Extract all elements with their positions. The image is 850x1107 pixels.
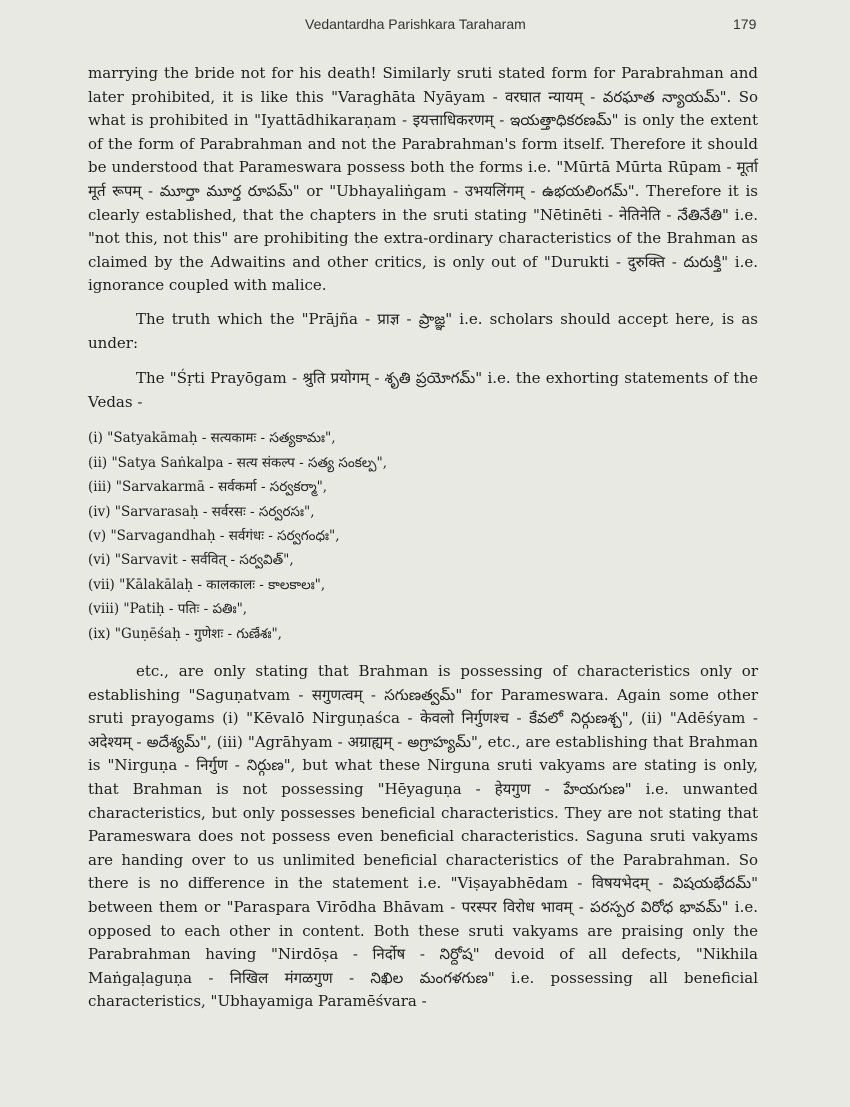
page-number: 179 bbox=[733, 16, 757, 32]
list-item: (i) "Satyakāmaḥ - सत्यकामः - సత్యకామః", bbox=[88, 430, 336, 447]
list-item: (ii) "Satya Saṅkalpa - सत्य संकल्प - సత్య సంకల్ప", bbox=[88, 454, 388, 471]
paragraph-3: The "Śṛti Prayōgam - श्रुति प्रयोगम् - శృతి ప్రయోగమ్" i.e. the exhorting statements of the Vedas - bbox=[88, 369, 758, 411]
paragraph-1: marrying the bride not for his death! Similarly sruti stated form for Parabrahman and later prohibited, it is like this "Varaghāta Nyāyam - वरघात न्यायम् - వరఘాత న్యాయమ్". So what is prohibited in "Iyattādhikaraṇam - इयत्ताधिकरणम् - ఇయత్తాధికరణమ్" is only the extent of the form of Parabrahman and not the Parabrahman's form itself. Therefore it should be understood that Parameswara possess both the forms i.e. "Mūrtā Mūrta Rūpam - मूर्ता मूर्त रूपम् - మూర్తా మూర్త రూపమ్" or "Ubhayaliṅgam - उभयलिंगम् - ఉభయలింగమ్". Therefore it is clearly established, that the chapters in the sruti stating "Nētinēti - नेतिनेति - నేతినేతి" i.e. "not this, not this" are prohibiting the extra-ordinary characteristics of the Brahman as claimed by the Adwaitins and other critics, is only out of "Durukti - दुरुक्ति - దురుక్తి" i.e. ignorance coupled with malice. bbox=[88, 64, 758, 295]
sruti-prayogam-list bbox=[88, 426, 758, 646]
paragraph-2: The truth which the "Prājña - प्राज्ञ - ప్రాజ్ఞ" i.e. scholars should accept here, is as under: bbox=[88, 309, 758, 352]
paragraph-4: etc., are only stating that Brahman is possessing of characteristics only or establishing "Saguṇatvam - सगुणत्वम् - సగుణత్వమ్" for Parameswara. Again some other sruti prayogams (i) "Kēvalō Nirguṇaśca - केवलो निर्गुणश्च - కేవలో నిర్గుణశ్చ", (ii) "Adēśyam - अदेश्यम् - అదేశ్యమ్", (iii) "Agrāhyam - अग्राह्यम् - అగ్రాహ్యమ్", etc., are establishing that Brahman is "Nirguṇa - निर्गुण - నిర్గుణ", but what these Nirguna sruti vakyams are stating is only, that Brahman is not possessing "Hēyaguṇa - हेयगुण - హేయగుణ" i.e. unwanted characteristics, but only possesses beneficial characteristics. They are not stating that Parameswara does not possess even beneficial characteristics. Saguna sruti vakyams are handing over to us unlimited beneficial characteristics of the Parabrahman. So there is no difference in the statement i.e. "Viṣayabhēdam - विषयभेदम् - విషయభేదమ్" between them or "Paraspara Virōdha Bhāvam - परस्पर विरोध भावम् - పరస్పర విరోధ భావమ్" i.e. opposed to each other in content. Both these sruti vakyams are praising only the Parabrahman having "Nirdōṣa - निर्दोष - నిర్దోష" devoid of all defects, "Nikhila Maṅgaḷaguṇa - निखिल मंगळगुण - నిఖిల మంగళగుణ" i.e. possessing all beneficial characteristics, "Ubhayamiga Paramēśvara - bbox=[88, 661, 758, 1011]
list-item: (iii) "Sarvakarmā - सर्वकर्मा - సర్వకర్మా", bbox=[88, 479, 328, 496]
list-item: (v) "Sarvagandhaḥ - सर्वगंधः - సర్వగంధః", bbox=[88, 527, 340, 544]
running-title: Vedantardha Parishkara Taraharam bbox=[305, 16, 526, 32]
list-item: (viii) "Patiḥ - पतिः - పతిః", bbox=[88, 601, 248, 618]
list-item: (vii) "Kālakālaḥ - कालकालः - కాలకాలః", bbox=[88, 576, 326, 593]
list-item: (ix) "Guṇēśaḥ - गुणेशः - గుణేశః", bbox=[88, 625, 282, 642]
page-header bbox=[0, 16, 850, 40]
page-body bbox=[88, 62, 758, 1014]
list-item: (vi) "Sarvavit - सर्ववित् - సర్వవిత్", bbox=[88, 552, 294, 569]
list-item: (iv) "Sarvarasaḥ - सर्वरसः - సర్వరసః", bbox=[88, 503, 315, 520]
